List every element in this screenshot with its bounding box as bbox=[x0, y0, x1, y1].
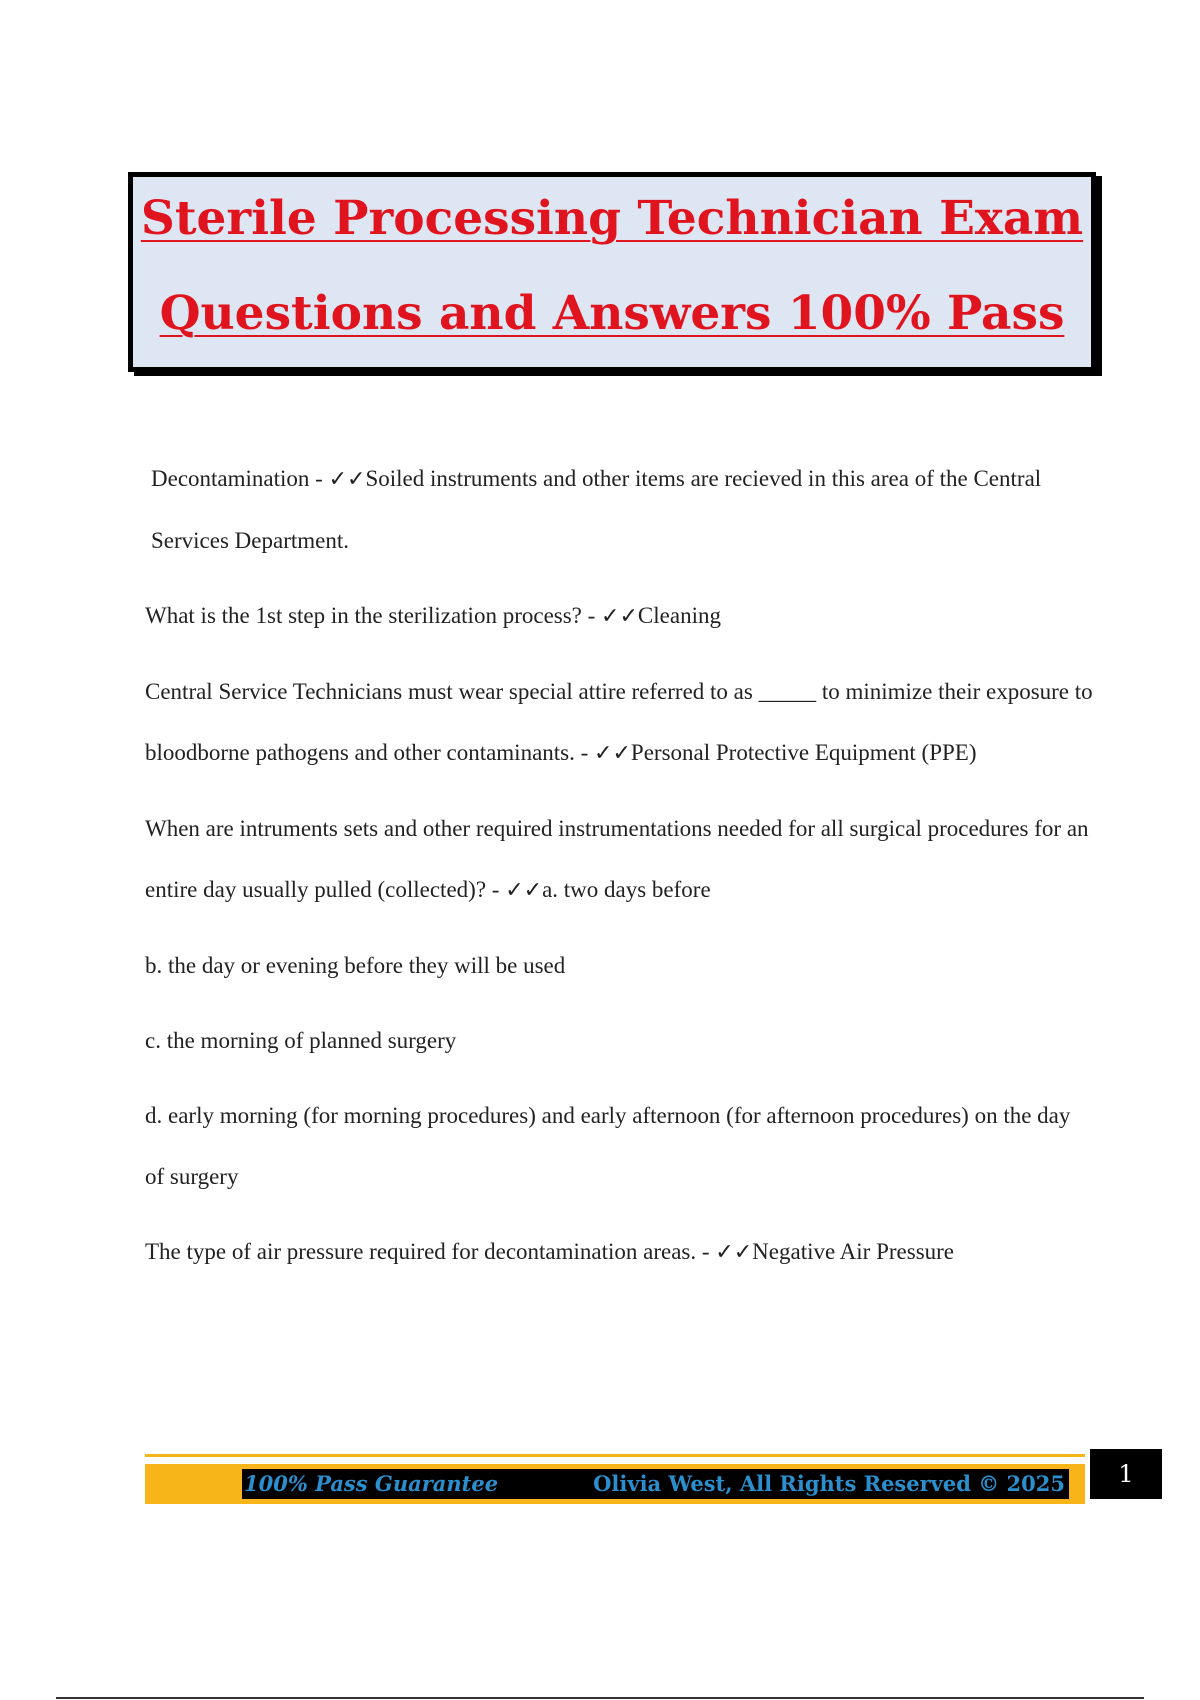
double-check-icon: ✓✓ bbox=[715, 1240, 753, 1265]
title-box bbox=[128, 172, 1096, 372]
question-text: When are intruments sets and other required instrumentations needed for all surgical procedures for an entire day usually pulled (collected)? - bbox=[145, 816, 1089, 902]
double-check-icon: ✓✓ bbox=[601, 604, 638, 629]
qa-item bbox=[145, 661, 1095, 784]
qa-item bbox=[145, 585, 1095, 647]
document-title-line-1: Sterile Processing Technician Exam bbox=[140, 191, 1084, 246]
answer-text: Personal Protective Equipment (PPE) bbox=[630, 740, 977, 765]
page-bottom-rule bbox=[56, 1697, 1144, 1699]
qa-content bbox=[145, 448, 1095, 1283]
answer-option: c. the morning of planned surgery bbox=[145, 1028, 457, 1053]
document-title-line-2: Questions and Answers 100% Pass bbox=[159, 286, 1065, 341]
answer-text: a. two days before bbox=[542, 877, 711, 902]
double-check-icon: ✓✓ bbox=[505, 878, 543, 903]
footer-guarantee-text: 100% Pass Guarantee bbox=[244, 1471, 499, 1496]
question-text: The type of air pressure required for decontamination areas. - bbox=[145, 1239, 716, 1264]
answer-text: Soiled instruments and other items are recieved in this area of the Central Services Department. bbox=[151, 466, 1042, 553]
qa-item bbox=[145, 798, 1095, 921]
answer-option: b. the day or evening before they will be used bbox=[145, 953, 566, 978]
qa-item bbox=[145, 448, 1095, 571]
footer-copyright-text: Olivia West, All Rights Reserved © 2025 bbox=[593, 1471, 1065, 1496]
qa-item bbox=[145, 1221, 1095, 1283]
answer-text: Cleaning bbox=[637, 603, 721, 628]
double-check-icon: ✓✓ bbox=[594, 741, 631, 766]
footer-inner-band bbox=[242, 1469, 1069, 1499]
footer-bar bbox=[145, 1464, 1085, 1504]
answer-option: d. early morning (for morning procedures) and early afternoon (for afternoon procedures) on the day of surgery bbox=[145, 1103, 1071, 1189]
question-text: What is the 1st step in the sterilization process? - bbox=[145, 603, 602, 628]
question-text: Central Service Technicians must wear special attire referred to as _____ to minimize their exposure to bloodborne pathogens and other contaminants. - bbox=[145, 679, 1093, 765]
double-check-icon: ✓✓ bbox=[328, 467, 366, 492]
footer-divider bbox=[145, 1454, 1085, 1457]
answer-text: Negative Air Pressure bbox=[752, 1239, 955, 1264]
page-number: 1 bbox=[1090, 1449, 1162, 1499]
question-text: Decontamination - bbox=[151, 466, 329, 491]
